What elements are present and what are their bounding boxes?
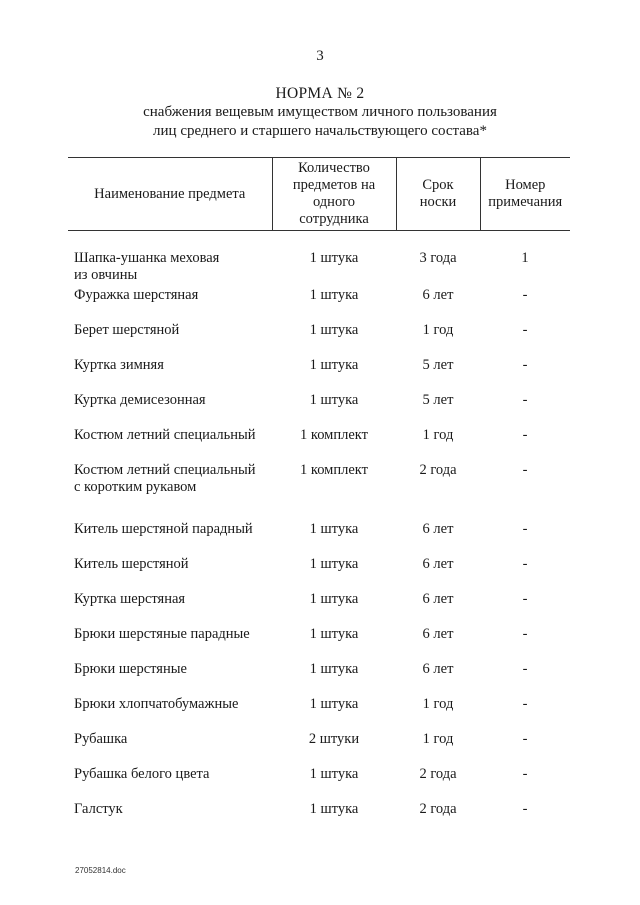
item-name-line: Куртка зимняя [74,357,164,373]
cell-term: 3 года [419,250,457,266]
cell-term: 6 лет [422,661,454,677]
cell-quantity: 1 штука [309,556,359,572]
item-name-line: Китель шерстяной парадный [74,521,253,537]
header-line: примечания [488,194,563,210]
cell-quantity: 1 штука [309,661,359,677]
title-main: НОРМА № 2 [275,85,365,102]
cell-term: 6 лет [422,626,454,642]
header-term [396,158,480,231]
cell-note: - [522,556,528,572]
cell-note: - [522,696,528,712]
item-name-line: с коротким рукавом [74,479,197,495]
cell-quantity: 1 штука [309,357,359,373]
cell-term: 6 лет [422,556,454,572]
cell-note: - [522,287,528,303]
table-row [68,591,570,626]
cell-term: 1 год [422,731,454,747]
header-note-number [480,158,570,231]
table-row [68,285,570,322]
item-name-line: Куртка демисезонная [74,392,206,408]
header-item-name [68,158,272,231]
header-line: Срок [422,177,454,193]
item-name-line: Шапка-ушанка меховая [74,250,220,266]
cell-item-name [68,556,272,591]
cell-quantity: 1 штука [309,591,359,607]
table-row [68,626,570,661]
page-number: 3 [316,48,324,64]
table-row [68,556,570,591]
footer-filename: 27052814.doc [75,866,126,875]
cell-term: 5 лет [422,357,454,373]
cell-term: 6 лет [422,287,454,303]
cell-item-name [68,661,272,696]
table-row [68,392,570,427]
table-header-row [68,158,570,231]
table-row [68,462,570,521]
document-title [0,84,640,141]
cell-item-name [68,462,272,521]
cell-item-name [68,696,272,731]
item-name-line: Рубашка [74,731,128,747]
table-row [68,801,570,836]
header-line: Наименование предмета [94,185,246,202]
cell-quantity: 1 штука [309,766,359,782]
cell-term: 6 лет [422,521,454,537]
item-name-line: Рубашка белого цвета [74,766,210,782]
cell-item-name [68,521,272,556]
table-row [68,521,570,556]
cell-note: - [522,357,528,373]
cell-quantity: 2 штуки [308,731,360,747]
cell-item-name [68,322,272,357]
cell-term: 6 лет [422,591,454,607]
cell-item-name [68,427,272,462]
cell-quantity: 1 комплект [300,427,368,443]
cell-quantity: 1 штука [309,626,359,642]
cell-note: - [522,731,528,747]
cell-item-name [68,392,272,427]
item-name-line: Брюки шерстяные [74,661,187,677]
cell-item-name [68,591,272,626]
cell-item-name [68,285,272,322]
cell-term: 2 года [419,766,457,782]
cell-note: - [522,801,528,817]
cell-item-name [68,731,272,766]
cell-note: - [522,626,528,642]
cell-item-name [68,357,272,392]
cell-quantity: 1 штука [309,322,359,338]
header-line: носки [419,194,457,210]
header-line: Номер [505,177,546,193]
cell-note: - [522,392,528,408]
item-name-line: Костюм летний специальный [74,427,256,443]
cell-quantity: 1 штука [309,392,359,408]
item-name-line: Китель шерстяной [74,556,189,572]
norm-table [68,157,570,836]
cell-term: 2 года [419,462,457,478]
cell-quantity: 1 комплект [300,462,368,478]
table-row [68,357,570,392]
header-line: одного [312,194,356,210]
cell-item-name [68,231,272,286]
item-name-line: Фуражка шерстяная [74,287,199,303]
item-name-line: Куртка шерстяная [74,591,186,607]
title-line-2: лиц среднего и старшего начальствующего состава* [153,123,487,139]
item-name-line: Костюм летний специальный [74,462,256,478]
cell-quantity: 1 штука [309,287,359,303]
table-row [68,322,570,357]
table-row [68,231,570,286]
cell-quantity: 1 штука [309,696,359,712]
cell-note: - [522,427,528,443]
item-name-line: Берет шерстяной [74,322,180,338]
cell-item-name [68,626,272,661]
header-line: сотрудника [299,211,369,227]
cell-quantity: 1 штука [309,250,359,266]
cell-term: 5 лет [422,392,454,408]
item-name-line: Брюки хлопчатобумажные [74,696,239,712]
cell-term: 1 год [422,696,454,712]
cell-note: 1 [521,250,529,266]
cell-term: 1 год [422,427,454,443]
cell-note: - [522,462,528,478]
header-line: предметов на [292,177,376,193]
cell-term: 1 год [422,322,454,338]
table-row [68,661,570,696]
item-name-line: Брюки шерстяные парадные [74,626,250,642]
cell-quantity: 1 штука [309,521,359,537]
item-name-line: Галстук [74,801,123,817]
header-line: Количество [298,160,370,176]
cell-quantity: 1 штука [309,801,359,817]
table-row [68,427,570,462]
table-row [68,766,570,801]
item-name-line: из овчины [74,267,138,283]
cell-note: - [522,661,528,677]
title-line-1: снабжения вещевым имуществом личного пользования [143,104,497,120]
table-row [68,696,570,731]
cell-note: - [522,591,528,607]
cell-note: - [522,322,528,338]
cell-term: 2 года [419,801,457,817]
header-quantity [272,158,396,231]
cell-note: - [522,521,528,537]
cell-note: - [522,766,528,782]
table-row [68,731,570,766]
cell-item-name [68,801,272,836]
cell-item-name [68,766,272,801]
